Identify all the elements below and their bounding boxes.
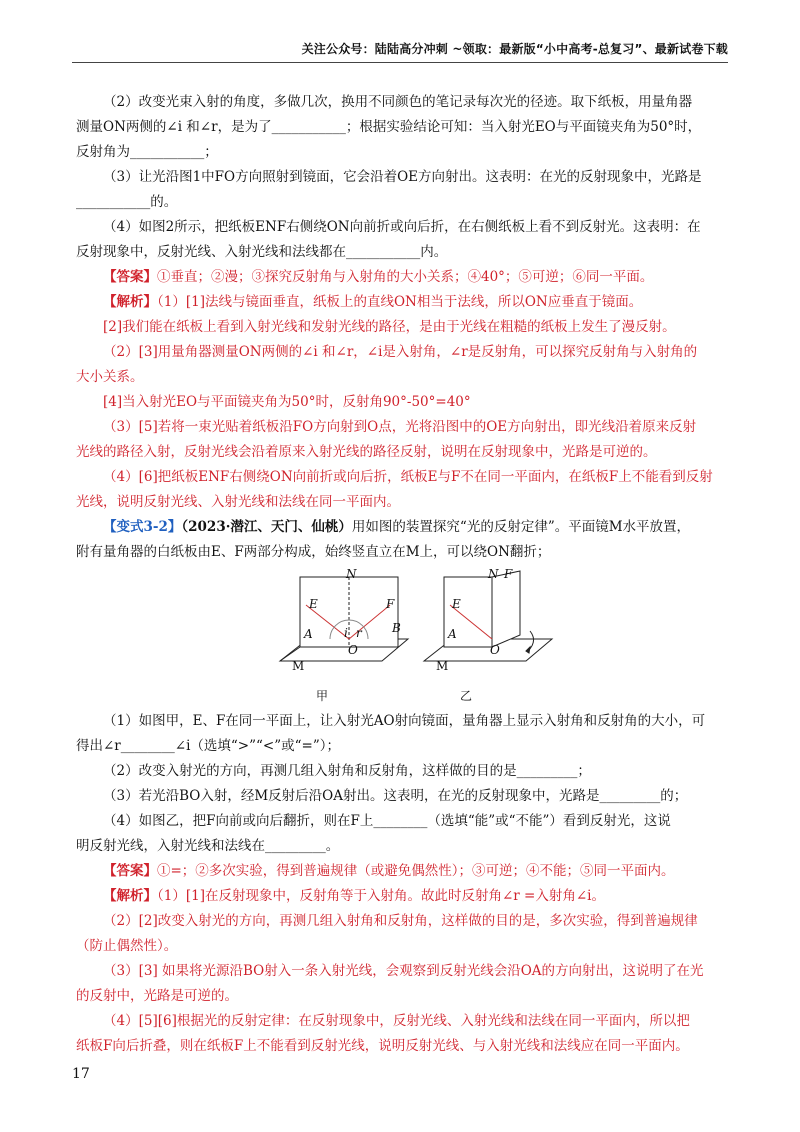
label-E-jia: E (309, 597, 318, 611)
page-number: 17 (72, 1066, 90, 1082)
analysis-1-line-2: [2]我们能在纸板上看到入射光线和发射光线的路径，是由于光线在粗糙的纸板上发生了漫反射。 (103, 319, 676, 335)
question-2-line-1: （2）改变光束入射的角度，多做几次，换用不同颜色的笔记录每次光的径迹。取下纸板，用量角器 (103, 94, 693, 110)
answer-2 (76, 859, 730, 884)
analysis-text: （1）[1]法线与镜面垂直，纸板上的直线ON相当于法线，所以ON应垂直于镜面。 (157, 294, 643, 310)
answer-text: ①垂直；②漫；③探究反射角与入射角的大小关系；④40°；⑤可逆；⑥同一平面。 (157, 269, 654, 285)
analysis-1-line-4: 大小关系。 (76, 369, 144, 385)
variant-q4-line-1: （4）如图乙，把F向前或向后翻折，则在F上________（选填“能”或“不能”）看到反射光，这说 (103, 813, 671, 829)
analysis-2-line-2: （2）[2]改变入射光的方向，再测几组入射角和反射角，这样做的目的是，多次实验，得到普遍规律 (103, 913, 698, 929)
question-3-line-2: ___________的。 (76, 194, 178, 210)
caption-yi: 乙 (460, 689, 473, 703)
analysis-tag: 【解析】 (103, 294, 157, 310)
variant-text: 用如图的装置探究“光的反射定律”。平面镜M水平放置， (351, 519, 691, 535)
answer-tag: 【答案】 (103, 269, 157, 285)
question-2-line-3: 反射角为___________； (76, 144, 218, 160)
variant-q1-line-1: （1）如图甲，E、F在同一平面上，让入射光AO射向镜面，量角器上显示入射角和反射角的大小，可 (103, 713, 706, 729)
figure-yi (424, 571, 552, 661)
answer-text: ①=；②多次实验，得到普遍规律（或避免偶然性）；③可逆；④不能；⑤同一平面内。 (157, 863, 675, 879)
label-M-jia: M (292, 659, 305, 673)
analysis-2-line-4: （3）[3] 如果将光源沿BO射入一条入射光线，会观察到反射光线会沿OA的方向射出，这说明了在光 (103, 963, 704, 979)
header-divider (72, 62, 728, 63)
label-O-yi: O (490, 643, 500, 657)
answer-1 (76, 265, 730, 290)
variant-q1-line-2: 得出∠r________∠i（选填“>”“<”或“=”）； (76, 738, 340, 754)
label-M-yi: M (436, 659, 449, 673)
question-2-line-2: 测量ON两侧的∠i 和∠r，是为了___________；根据实验结论可知：当入射光EO与平面镜夹角为50°时， (76, 119, 702, 135)
label-A-jia: A (304, 627, 313, 641)
analysis-2-line-5: 的反射中，光路是可逆的。 (76, 988, 238, 1004)
variant-q2: （2）改变入射光的方向，再测几组入射角和反射角，这样做的目的是_________； (103, 763, 591, 779)
label-i: i (344, 626, 348, 640)
analysis-text: （1）[1]在反射现象中，反射角等于入射角。故此时反射角∠r =入射角∠i。 (157, 888, 605, 904)
reflection-apparatus-figure (76, 569, 730, 709)
caption-jia: 甲 (316, 689, 329, 703)
analysis-1-line-1 (76, 290, 730, 315)
answer-tag: 【答案】 (103, 863, 157, 879)
label-B-jia: B (392, 621, 401, 635)
label-F-yi: F (504, 567, 513, 581)
label-N-yi: N (488, 567, 499, 581)
variant-tag: 【变式3-2】 (103, 519, 182, 535)
variant-title-line-2: 附有量角器的白纸板由E、F两部分构成，始终竖直立在M上，可以绕ON翻折； (76, 544, 551, 560)
label-N-jia: N (346, 567, 357, 581)
analysis-tag: 【解析】 (103, 888, 157, 904)
variant-title (76, 515, 730, 540)
figure-jia (280, 577, 408, 661)
variant-q3: （3）若光沿BO入射，经M反射后沿OA射出。这表明，在光的反射现象中，光路是_________的； (103, 788, 688, 804)
page-content (76, 90, 730, 1059)
analysis-1-line-6: （3）[5]若将一束光贴着纸板沿FO方向射到O点，光将沿图中的OE方向射出，即光线沿着原来反射 (103, 419, 697, 435)
analysis-1-line-5: [4]当入射光EO与平面镜夹角为50°时，反射角90°-50°=40° (103, 394, 471, 410)
label-E-yi: E (452, 597, 461, 611)
question-4-line-2: 反射现象中，反射光线、入射光线和法线都在___________内。 (76, 244, 448, 260)
variant-source: （2023·潜江、天门、仙桃） (181, 519, 352, 535)
page-header: 关注公众号：陆陆高分冲刺 ~领取：最新版“小中高考-总复习”、最新试卷下载 (301, 42, 728, 56)
question-3-line-1: （3）让光沿图1中FO方向照射到镜面，它会沿着OE方向射出。这表明：在光的反射现象中，光路是 (103, 169, 702, 185)
label-r: r (356, 626, 362, 640)
analysis-2-line-7: 纸板F向后折叠，则在纸板F上不能看到反射光线，说明反射光线、与入射光线和法线应在同一平面内。 (76, 1038, 689, 1054)
question-4-line-1: （4）如图2所示，把纸板ENF右侧绕ON向前折或向后折，在右侧纸板上看不到反射光。这表明：在 (103, 219, 701, 235)
label-A-yi: A (448, 627, 457, 641)
analysis-2-line-1 (76, 884, 730, 909)
analysis-1-line-7: 光线的路径入射，反射光线会沿着原来入射光线的路径反射，说明在反射现象中，光路是可逆的。 (76, 444, 657, 460)
variant-q4-line-2: 明反射光线，入射光线和法线在_________。 (76, 838, 340, 854)
analysis-2-line-3: （防止偶然性）。 (76, 938, 178, 954)
analysis-1-line-3: （2）[3]用量角器测量ON两侧的∠i 和∠r，∠i是入射角，∠r是反射角，可以探究反射角与入射角的 (103, 344, 698, 360)
analysis-1-line-9: 光线，说明反射光线、入射光线和法线在同一平面内。 (76, 494, 400, 510)
label-F-jia: F (386, 597, 395, 611)
analysis-2-line-6: （4）[5][6]根据光的反射定律：在反射现象中，反射光线、入射光线和法线在同一平面内，所以把 (103, 1013, 690, 1029)
apparatus-diagram (268, 569, 558, 681)
label-O-jia: O (348, 643, 358, 657)
analysis-1-line-8: （4）[6]把纸板ENF右侧绕ON向前折或向后折，纸板E与F不在同一平面内，在纸板F上不能看到反射 (103, 469, 713, 485)
